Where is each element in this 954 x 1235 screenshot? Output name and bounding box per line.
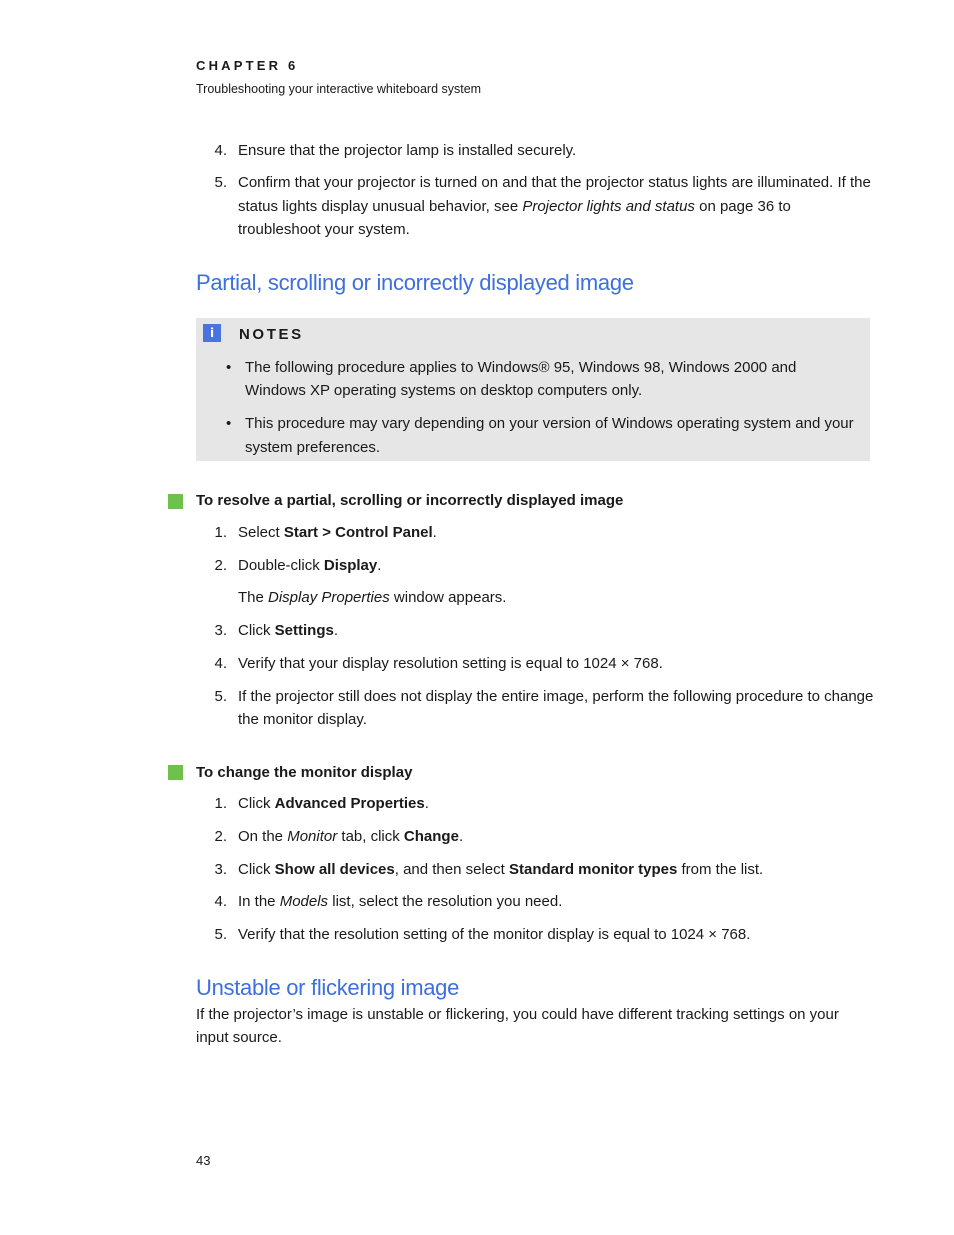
ui-term: Start > Control Panel xyxy=(283,524,433,541)
step-result-note xyxy=(238,586,506,610)
bullet-dot: • xyxy=(226,359,232,376)
step-number: 1. xyxy=(214,524,227,541)
step-text: the monitor display. xyxy=(238,711,367,728)
text-run: Click xyxy=(238,795,275,812)
step-text: Verify that your display resolution setting is equal to 1024 × 768. xyxy=(238,655,663,672)
list-item-text: Ensure that the projector lamp is installed securely. xyxy=(238,142,577,159)
ui-term: Show all devices xyxy=(274,861,395,878)
text-run: list, select the resolution you need. xyxy=(328,893,563,910)
ui-term: Display xyxy=(323,557,378,574)
ui-term: Display Properties xyxy=(268,589,390,606)
ui-term: Change xyxy=(403,828,459,845)
step-number: 2. xyxy=(214,828,227,845)
procedure-marker-icon xyxy=(168,494,183,509)
paragraph-line: If the projector’s image is unstable or flickering, you could have different tracking settings on your xyxy=(196,1006,839,1023)
step-text xyxy=(238,554,381,578)
text-run: . xyxy=(432,524,437,541)
text-run: status lights display unusual behavior, see xyxy=(238,198,523,215)
ui-term: Monitor xyxy=(287,828,338,845)
procedure-marker-icon xyxy=(168,765,183,780)
text-run: from the list. xyxy=(677,861,764,878)
step-text xyxy=(238,619,338,643)
note-bullet-text: The following procedure applies to Windows® 95, Windows 98, Windows 2000 and xyxy=(245,359,797,376)
page-number: 43 xyxy=(196,1153,211,1168)
text-run: tab, click xyxy=(337,828,404,845)
text-run: Double-click xyxy=(238,557,324,574)
text-run: Select xyxy=(238,524,284,541)
chapter-subtitle: Troubleshooting your interactive whiteboard system xyxy=(196,82,482,96)
step-number: 4. xyxy=(214,893,227,910)
ui-term: Models xyxy=(279,893,329,910)
step-number: 5. xyxy=(214,688,227,705)
step-text xyxy=(238,825,463,849)
chapter-label: CHAPTER 6 xyxy=(196,58,299,73)
list-item-text: Confirm that your projector is turned on and that the projector status lights are illuminated. If the xyxy=(238,174,871,191)
procedure-title: To resolve a partial, scrolling or incorrectly displayed image xyxy=(196,492,624,509)
text-run: . xyxy=(458,828,464,845)
step-number: 2. xyxy=(214,557,227,574)
text-run: In the xyxy=(238,893,280,910)
step-number: 1. xyxy=(214,795,227,812)
ui-term: Standard monitor types xyxy=(508,861,678,878)
step-text xyxy=(238,521,437,545)
paragraph-line: input source. xyxy=(196,1029,282,1046)
text-run: , and then select xyxy=(394,861,509,878)
note-bullet-text: This procedure may vary depending on your version of Windows operating system and your xyxy=(245,415,854,432)
list-item-number: 4. xyxy=(214,142,227,159)
text-run: . xyxy=(377,557,382,574)
list-item-text xyxy=(238,195,791,219)
step-text xyxy=(238,890,562,914)
step-number: 5. xyxy=(214,926,227,943)
text-run: . xyxy=(333,622,339,639)
info-icon: i xyxy=(203,324,221,342)
note-bullet-text: system preferences. xyxy=(245,439,381,456)
step-number: 4. xyxy=(214,655,227,672)
cross-reference-link[interactable]: Projector lights and status xyxy=(522,198,695,215)
step-number: 3. xyxy=(214,861,227,878)
step-text: If the projector still does not display the entire image, perform the following procedure to change xyxy=(238,688,874,705)
section-heading: Unstable or flickering image xyxy=(196,975,460,1000)
step-text xyxy=(238,858,763,882)
notes-title: NOTES xyxy=(239,326,304,343)
ui-term: Advanced Properties xyxy=(274,795,425,812)
text-run: Click xyxy=(238,861,275,878)
bullet-dot: • xyxy=(226,415,232,432)
note-bullet-text: Windows XP operating systems on desktop computers only. xyxy=(245,382,643,399)
section-heading: Partial, scrolling or incorrectly displayed image xyxy=(196,270,634,295)
text-run: The xyxy=(238,589,269,606)
step-text xyxy=(238,792,429,816)
procedure-title: To change the monitor display xyxy=(196,764,413,781)
text-run: on page 36 to xyxy=(694,198,791,215)
text-run: . xyxy=(424,795,429,812)
text-run: window appears. xyxy=(389,589,507,606)
text-run: Click xyxy=(238,622,275,639)
step-number: 3. xyxy=(214,622,227,639)
list-item-number: 5. xyxy=(214,174,227,191)
text-run: On the xyxy=(238,828,288,845)
step-text: Verify that the resolution setting of the monitor display is equal to 1024 × 768. xyxy=(238,926,751,943)
list-item-text: troubleshoot your system. xyxy=(238,221,410,238)
ui-term: Settings xyxy=(274,622,334,639)
